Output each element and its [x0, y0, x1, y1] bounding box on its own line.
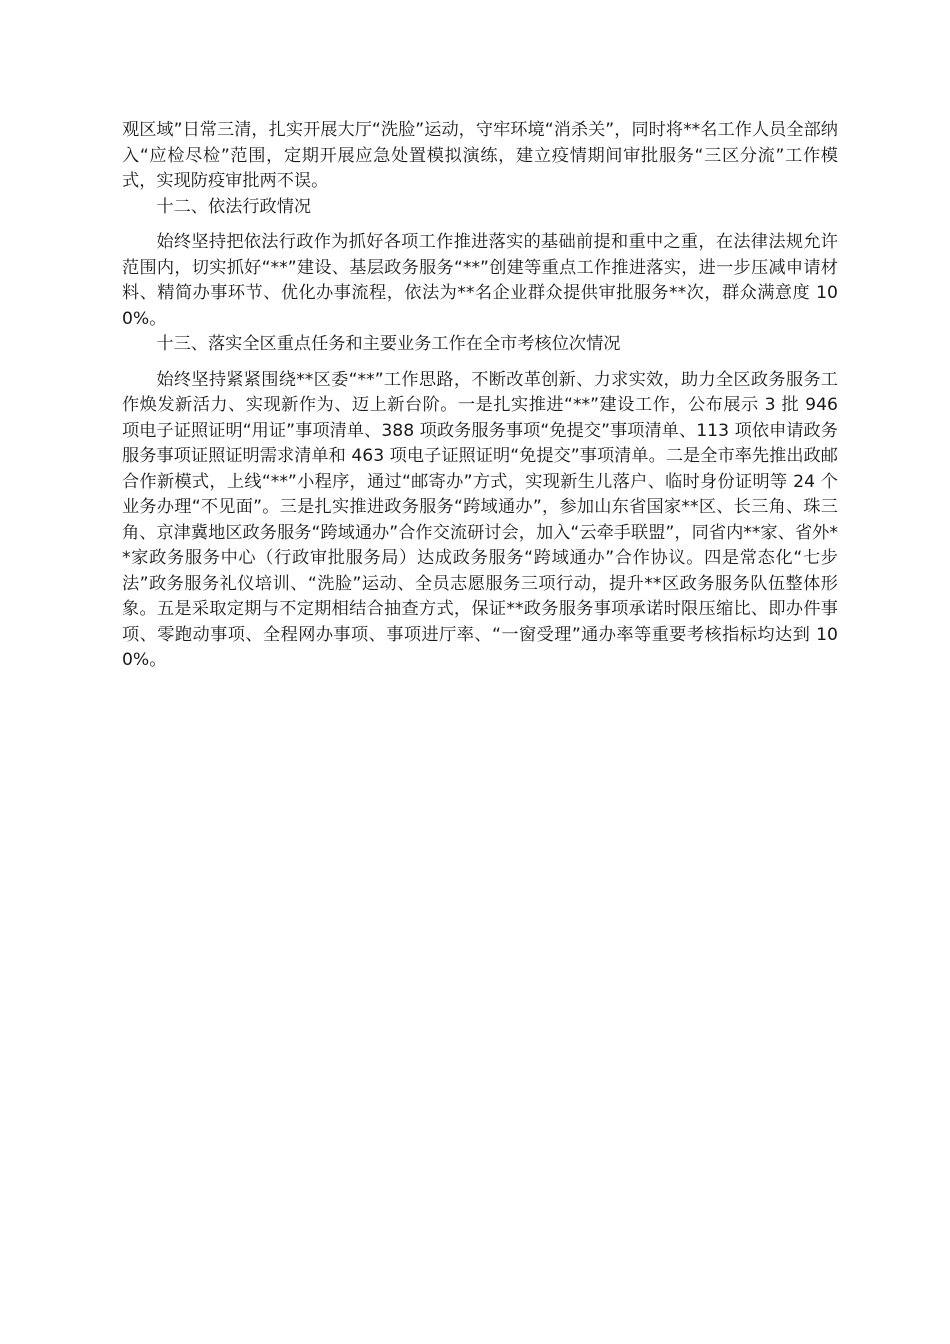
- document-page: [122, 118, 838, 674]
- section-heading-12: 十二、依法行政情况: [156, 196, 312, 217]
- section-heading-13: 十三、落实全区重点任务和主要业务工作在全市考核位次情况: [156, 334, 621, 354]
- paragraph-continuation: 观区域”日常三清，扎实开展大厅“洗脸”运动，守牢环境“消杀关”，同时将**名工作人员全部纳入“应检尽检”范围，定期开展应急处置模拟演练，建立疫情期间审批服务“三区分流”工作模式，实现防疫审批两不误。: [122, 120, 838, 191]
- paragraph-law-administration: 始终坚持把依法行政作为抓好各项工作推进落实的基础前提和重中之重，在法律法规允许范围内，切实抓好“**”建设、基层政务服务“**”创建等重点工作推进落实，进一步压减申请材料、精简办事环节、优化办事流程，依法为**名企业群众提供审批服务**次，群众满意度 100%。: [122, 232, 838, 329]
- paragraph-key-tasks: 始终坚持紧紧围绕**区委“**”工作思路，不断改革创新、力求实效，助力全区政务服务工作焕发新活力、实现新作为、迈上新台阶。一是扎实推进“**”建设工作，公布展示 3 批 946 项电子证照证明“用证”事项清单、388 项政务服务事项“免提交”事项清单、113 项依申请政务服务事项证照证明需求清单和 463 项电子证照证明“免提交”事项清单。二是全市率先推出政邮合作新模式，上线“**”小程序，通过“邮寄办”方式，实现新生儿落户、临时身份证明等 24 个业务办理“不见面”。三是扎实推进政务服务“跨域通办”，参加山东省国家**区、长三角、珠三角、京津冀地区政务服务“跨域通办”合作交流研讨会，加入“云牵手联盟”，同省内**家、省外**家政务服务中心（行政审批服务局）达成政务服务“跨域通办”合作协议。四是常态化“七步法”政务服务礼仪培训、“洗脸”运动、全员志愿服务三项行动，提升**区政务服务队伍整体形象。五是采取定期与不定期相结合抽查方式，保证**政务服务事项承诺时限压缩比、即办件事项、零跑动事项、全程网办事项、事项进厅率、“一窗受理”通办率等重要考核指标均达到 100%。: [122, 369, 838, 670]
